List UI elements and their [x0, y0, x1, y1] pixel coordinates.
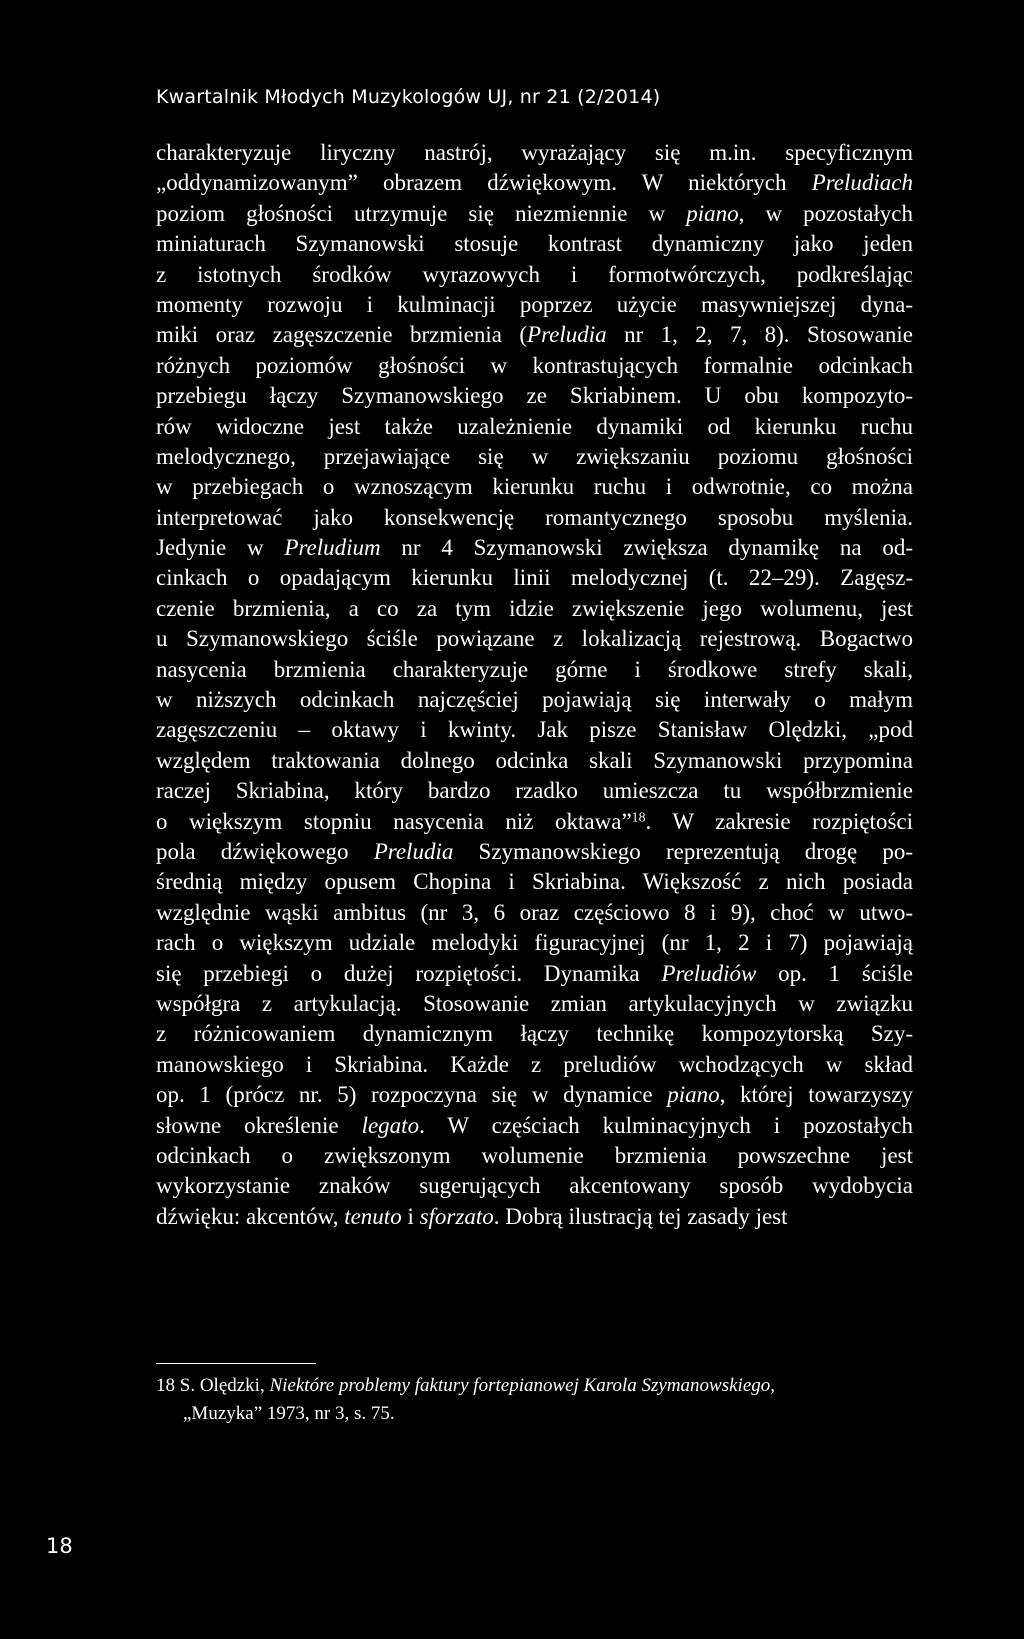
text-line: [156, 594, 913, 624]
text-run: czenie brzmienia, a co za tym idzie zwiększenie jego wolumenu, jest: [156, 595, 913, 621]
text-run: różnych poziomów głośności w kontrastujących formalnie odcinkach: [156, 352, 913, 378]
text-run: interpretować jako konsekwencję romantycznego sposobu myślenia.: [156, 504, 913, 530]
text-line: [156, 989, 913, 1019]
text-line: [156, 351, 913, 381]
text-run: cinkach o opadającym kierunku linii melodycznej (t. 22–29). Zagęsz-: [156, 565, 913, 591]
text-run: . W zakresie rozpiętości: [645, 808, 913, 834]
footnote: [156, 1372, 913, 1428]
text-run: i: [401, 1203, 420, 1229]
text-run: współgra z artykulacją. Stosowanie zmian artykulacyjnych w związku: [156, 990, 913, 1016]
text-run: nasycenia brzmienia charakteryzuje górne i środkowe strefy skali,: [156, 656, 913, 682]
footnote-rule: [156, 1363, 316, 1364]
text-run: pola dźwiękowego: [156, 838, 374, 864]
text-run: o większym stopniu nasycenia niż oktawa”: [156, 808, 632, 834]
text-line: [156, 199, 913, 229]
text-line: [156, 928, 913, 958]
text-run: melodycznego, przejawiające się w zwiększaniu poziomu głośności: [156, 443, 913, 469]
text-line: [156, 624, 913, 654]
text-run: z istotnych środków wyrazowych i formotwórczych, podkreślając: [156, 261, 913, 287]
page-number: 18: [46, 1534, 73, 1558]
text-run: w niższych odcinkach najczęściej pojawiają się interwały o małym: [156, 687, 913, 713]
text-run: miki oraz zagęszczenie brzmienia (: [156, 322, 528, 348]
text-run: nr 4 Szymanowski zwiększa dynamikę na od-: [380, 535, 913, 561]
text-run: miniaturach Szymanowski stosuje kontrast dynamiczny jako jeden: [156, 231, 913, 257]
text-line: [156, 898, 913, 928]
footnote-author: S. Olędzki,: [179, 1375, 270, 1396]
text-run: raczej Skriabina, który bardzo rzadko umieszcza tu współbrzmienie: [156, 778, 913, 804]
text-run: , której towarzyszy: [719, 1082, 914, 1108]
text-line: [156, 412, 913, 442]
italic-term: Preludia: [527, 322, 607, 348]
text-run: Jedynie w: [156, 535, 285, 561]
italic-term: Preludiów: [661, 960, 757, 986]
text-run: momenty rozwoju i kulminacji poprzez użycie masywniejszej dyna-: [156, 291, 913, 317]
text-line: [156, 138, 913, 168]
text-run: przebiegu łączy Szymanowskiego ze Skriabinem. U obu kompozyto-: [156, 383, 913, 409]
text-run: „oddynamizowanym” obrazem dźwiękowym. W niektórych: [156, 170, 812, 196]
text-run: się przebiegi o dużej rozpiętości. Dynamika: [156, 960, 662, 986]
text-line: [156, 715, 913, 745]
footnote-punct: ,: [770, 1375, 776, 1396]
text-line: [156, 685, 913, 715]
text-run: . Dobrą ilustracją tej zasady jest: [493, 1203, 788, 1229]
text-line: [156, 503, 913, 533]
footnote-line: [156, 1372, 913, 1400]
text-line: [156, 168, 913, 198]
text-run: Szymanowskiego reprezentują drogę po-: [453, 838, 913, 864]
text-run: wykorzystanie znaków sugerujących akcentowany sposób wydobycia: [156, 1173, 913, 1199]
footnote-number: 18: [156, 1375, 175, 1396]
text-line: [156, 807, 913, 837]
text-run: względem traktowania dolnego odcinka skali Szymanowski przypomina: [156, 747, 913, 773]
italic-term: Preludium: [284, 535, 381, 561]
text-line: [156, 1141, 913, 1171]
text-line: [156, 655, 913, 685]
text-run: , w pozostałych: [738, 200, 914, 226]
text-run: rach o większym udziale melodyki figuracyjnej (nr 1, 2 i 7) pojawiają: [156, 930, 913, 956]
text-line: [156, 381, 913, 411]
text-line: [156, 867, 913, 897]
text-run: z różnicowaniem dynamicznym łączy technikę kompozytorską Szy-: [156, 1021, 913, 1047]
text-run: op. 1 (prócz nr. 5) rozpoczyna się w dynamice: [156, 1082, 668, 1108]
italic-term: piano: [667, 1082, 720, 1108]
running-head: Kwartalnik Młodych Muzykologów UJ, nr 21 (2/2014): [156, 86, 661, 108]
text-line: [156, 959, 913, 989]
text-line: [156, 1080, 913, 1110]
text-run: . W częściach kulminacyjnych i pozostałych: [419, 1112, 913, 1138]
footnote-ref: 18: [631, 809, 646, 825]
text-run: słowne określenie: [156, 1112, 362, 1138]
text-run: op. 1 ściśle: [756, 960, 913, 986]
text-line: [156, 320, 913, 350]
text-line: [156, 1171, 913, 1201]
text-line: [156, 563, 913, 593]
text-run: dźwięku: akcentów,: [156, 1203, 345, 1229]
text-line: [156, 1111, 913, 1141]
text-run: u Szymanowskiego ściśle powiązane z lokalizacją rejestrową. Bogactwo: [156, 626, 913, 652]
text-run: poziom głośności utrzymuje się niezmiennie w: [156, 200, 687, 226]
text-run: w przebiegach o wznoszącym kierunku ruchu i odwrotnie, co można: [156, 474, 913, 500]
text-run: nr 1, 2, 7, 8). Stosowanie: [606, 322, 913, 348]
text-run: średnią między opusem Chopina i Skriabina. Większość z nich posiada: [156, 869, 913, 895]
footnote-title: Niektóre problemy faktury fortepianowej Karola Szymanowskiego: [269, 1375, 771, 1396]
text-line: [156, 1202, 913, 1232]
text-line: [156, 837, 913, 867]
text-line: [156, 229, 913, 259]
italic-term: piano: [686, 200, 739, 226]
footnote-line: „Muzyka” 1973, nr 3, s. 75.: [183, 1403, 395, 1424]
italic-term: Preludia: [373, 838, 454, 864]
text-run: charakteryzuje liryczny nastrój, wyrażający się m.in. specyficznym: [156, 140, 913, 165]
italic-term: Preludiach: [811, 170, 913, 196]
body-text: [156, 138, 913, 1232]
text-line: [156, 1050, 913, 1080]
italic-term: sforzato: [419, 1203, 494, 1229]
text-run: rów widoczne jest także uzależnienie dynamiki od kierunku ruchu: [156, 413, 913, 439]
text-line: [156, 290, 913, 320]
text-line: [156, 442, 913, 472]
text-line: [156, 260, 913, 290]
italic-term: legato: [361, 1112, 420, 1138]
text-line: [156, 533, 913, 563]
text-line: [156, 746, 913, 776]
text-run: odcinkach o zwiększonym wolumenie brzmienia powszechne jest: [156, 1142, 913, 1168]
text-line: [156, 1019, 913, 1049]
text-line: [156, 776, 913, 806]
text-line: [156, 472, 913, 502]
text-run: manowskiego i Skriabina. Każde z preludiów wchodzących w skład: [156, 1051, 913, 1077]
italic-term: tenuto: [344, 1203, 402, 1229]
text-run: względnie wąski ambitus (nr 3, 6 oraz częściowo 8 i 9), choć w utwo-: [156, 899, 913, 925]
text-run: zagęszczeniu – oktawy i kwinty. Jak pisze Stanisław Olędzki, „pod: [156, 717, 913, 743]
